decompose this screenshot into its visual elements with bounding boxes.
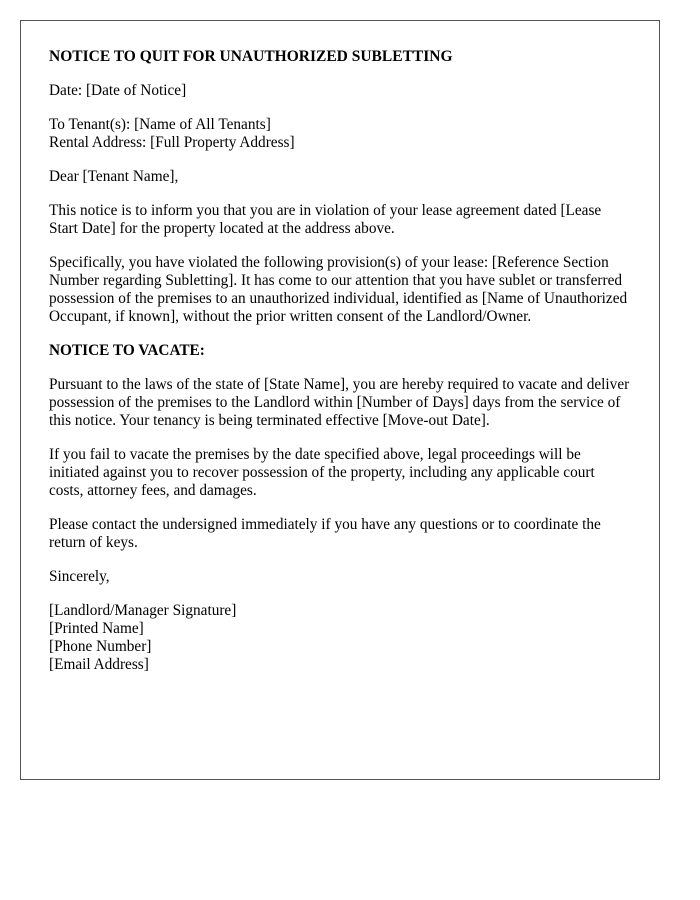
body-paragraph-violation: This notice is to inform you that you are in violation of your lease agreement dated [Lease Start Date] for the property located at the address above. (49, 202, 602, 237)
email-address-line: [Email Address] (49, 656, 149, 673)
vacate-paragraph-legal: If you fail to vacate the premises by the date specified above, legal proceedings will be initiated against you to recover possession of the property, including any applicable court costs, attorney fees, and damages. (49, 446, 595, 499)
phone-number-line: [Phone Number] (49, 638, 152, 655)
body-paragraph-provision: Specifically, you have violated the following provision(s) of your lease: [Reference Section Number regarding Subletting]. It has come to our attention that you have sublet or transferred possession of the premises to an unauthorized individual, identified as [Name of Unauthorized Occupant, if known], without the prior written consent of the Landlord/Owner. (49, 254, 628, 325)
salutation: Dear [Tenant Name], (49, 168, 179, 185)
rental-address-line: Rental Address: [Full Property Address] (49, 134, 295, 151)
vacate-heading: NOTICE TO VACATE: (49, 342, 205, 359)
signature-block (49, 602, 631, 674)
signature-line: [Landlord/Manager Signature] (49, 602, 237, 619)
closing: Sincerely, (49, 568, 110, 585)
printed-name-line: [Printed Name] (49, 620, 144, 637)
notice-title: NOTICE TO QUIT FOR UNAUTHORIZED SUBLETTING (49, 48, 453, 65)
notice-letter (20, 20, 660, 780)
date-line: Date: [Date of Notice] (49, 82, 187, 99)
vacate-paragraph-requirement: Pursuant to the laws of the state of [State Name], you are hereby required to vacate and deliver possession of the premises to the Landlord within [Number of Days] days from the service of this notice. Your tenancy is being terminated effective [Move-out Date]. (49, 376, 630, 429)
to-tenants-line: To Tenant(s): [Name of All Tenants] (49, 116, 271, 133)
recipient-block (49, 116, 631, 152)
vacate-paragraph-contact: Please contact the undersigned immediately if you have any questions or to coordinate the return of keys. (49, 516, 601, 551)
